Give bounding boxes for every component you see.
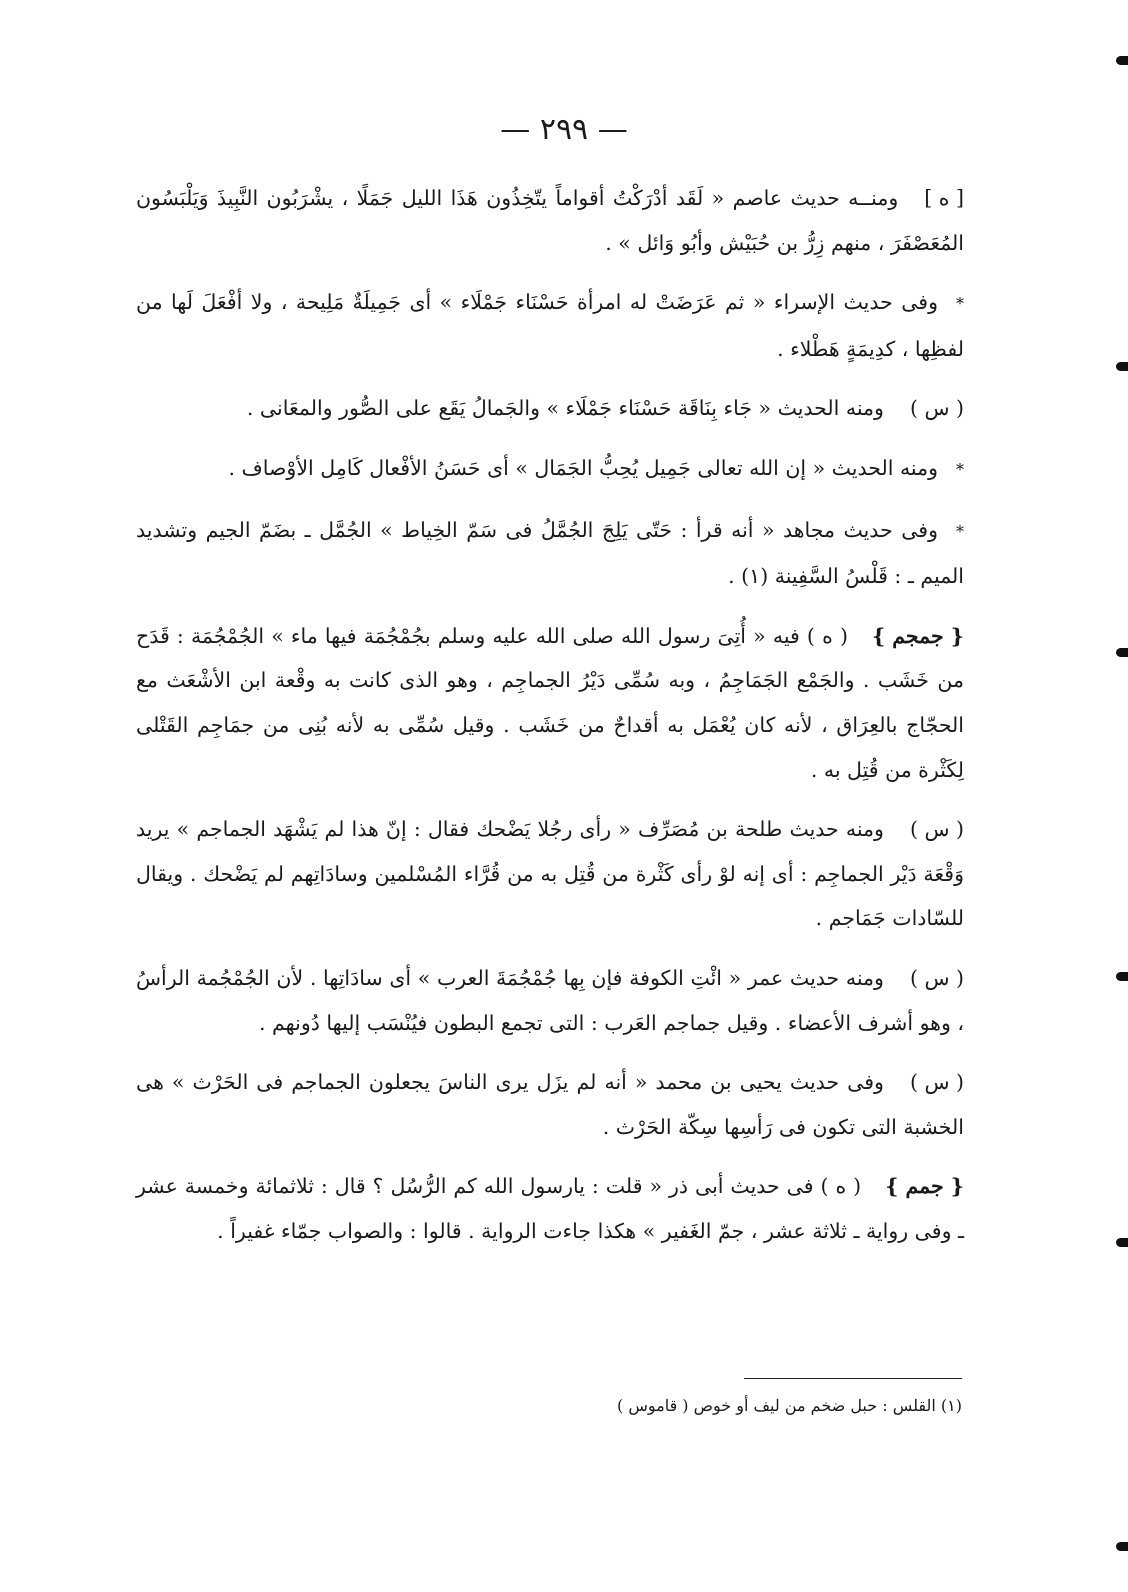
entry-headword: { جمجم } xyxy=(871,623,964,648)
asterisk-marker: * xyxy=(956,459,964,479)
paragraph-text: وفى حديث مجاهد « أنه قرأ : حَتّى يَلِجَ الجُمَّلُ فى سَمّ الخِياط » الجُمَّل ـ بضَمّ الجيم وتشديد الميم ـ : قَلْسُ السَّفِينة (١) . xyxy=(136,517,964,589)
paragraph-text: وفى حديث الإسراء « ثم عَرَضَتْ له امرأة حَسْنَاء جَمْلَاء » أى جَمِيلَةٌ مَلِيحة ، ولا أفْعَلَ لَها من لفظِها ، كدِيمَةٍ هَطْلاء . xyxy=(136,290,964,361)
paragraph-marker: ( س ) xyxy=(909,1070,964,1095)
paragraph-text: وفى حديث يحيى بن محمد « أنه لم يزَل يرى الناسَ يجعلون الجماجم فى الحَرْث » هى الخشبة التى تكون فى رَأسِها سِكّة الحَرْث . xyxy=(136,1070,964,1139)
paragraph xyxy=(136,807,964,941)
footnote: (١) القلس : حبل ضخم من ليف أو خوص ( قاموس ) xyxy=(617,1396,962,1415)
paragraph xyxy=(136,176,964,265)
paragraph-marker: ( س ) xyxy=(909,965,964,990)
binding-hole-mark xyxy=(1116,1542,1128,1551)
paragraph xyxy=(136,956,964,1045)
paragraph xyxy=(136,446,964,493)
paragraph-text: ومنه الحديث « جَاء بِنَاقَة حَسْنَاء جَمْلَاء » والجَمالُ يَقَع على الصُّور والمعَانى . xyxy=(246,396,884,421)
paragraph xyxy=(136,386,964,431)
paragraph-text: ومنــه حديث عاصم « لَقَد أدْرَكْتُ أقواماً يتّخِذُون هَذَا الليل جَمَلًا ، يشْرَبُون النَّبِيذَ وَيَلْبَسُون المُعَصْفَرَ ، منهم زِرُّ بن حُبَيْش وأبُو وَائل » . xyxy=(136,186,964,255)
footnote-divider xyxy=(744,1378,962,1379)
entry-paragraph xyxy=(136,1164,964,1253)
paragraph-marker: ( س ) xyxy=(909,817,964,842)
binding-hole-mark xyxy=(1116,972,1128,981)
page-number: — ٢٩٩ — xyxy=(500,112,628,147)
paragraph-text: ومنه حديث عمر « ائْتِ الكوفة فإن بِها جُمْجُمَةَ العرب » أى سادَاتِها . لأن الجُمْجُمة الرأسُ ، وهو أشرف الأعضاء . وقيل جماجم العَرب : التى تجمع البطون فيُنْسَب إليها دُونهم . xyxy=(136,965,964,1035)
paragraph xyxy=(136,1060,964,1149)
paragraph-text: ومنه حديث طلحة بن مُصَرِّف « رأى رجُلا يَضْحك فقال : إنّ هذا لم يَشْهَد الجماجم » يريد وَقْعَة دَيْر الجماجِم : أى إنه لوْ رأى كَثْرة من قُتِل به من قُرَّاء المُسْلمين وسادَاتِهم لم يَضْحك . ويقال للسّادات جَمَاجم . xyxy=(136,817,964,931)
binding-hole-mark xyxy=(1116,1238,1128,1247)
entry-headword: { جمم } xyxy=(885,1174,964,1199)
body-text xyxy=(136,176,964,1268)
paragraph-text: ومنه الحديث « إن الله تعالى جَمِيل يُحِبُّ الجَمَال » أى حَسَنُ الأفْعال كَامِل الأوْصاف . xyxy=(228,455,938,480)
paragraph-text: ( ه ) فى حديث أبى ذر « قلت : يارسول الله كم الرُّسُل ؟ قال : ثلاثمائة وخمسة عشر ـ وفى رواية ـ ثلاثة عشر ، جمّ الغَفير » هكذا جاءت الرواية . قالوا : والصواب جمّاء غفيراً . xyxy=(136,1174,964,1243)
paragraph xyxy=(136,280,964,371)
paragraph-marker: [ ه ] xyxy=(924,186,964,210)
paragraph xyxy=(136,508,964,599)
binding-hole-mark xyxy=(1116,362,1128,371)
asterisk-marker: * xyxy=(956,521,964,541)
entry-paragraph xyxy=(136,614,964,792)
paragraph-text: ( ه ) فيه « أُتِىَ رسول الله صلى الله عليه وسلم بجُمْجُمَة فيها ماء » الجُمْجُمَة : قَدَح من خَشَب . والجَمْع الجَمَاجِمُ ، وبه سُمِّى دَيْرُ الجماجِم ، وهو الذى كانت به وقْعة ابن الأشْعَث مع الحجّاج بالعِرَاق ، لأنه كان يُعْمَل به أقداحٌ من خَشَب . وقيل سُمِّى به لأنه بُنِى من جمَاجِم القَتْلى لِكَثْرة من قُتِل به . xyxy=(136,623,964,782)
binding-hole-mark xyxy=(1116,56,1128,65)
paragraph-marker: ( س ) xyxy=(909,396,964,421)
binding-hole-mark xyxy=(1116,648,1128,657)
asterisk-marker: * xyxy=(956,294,964,314)
